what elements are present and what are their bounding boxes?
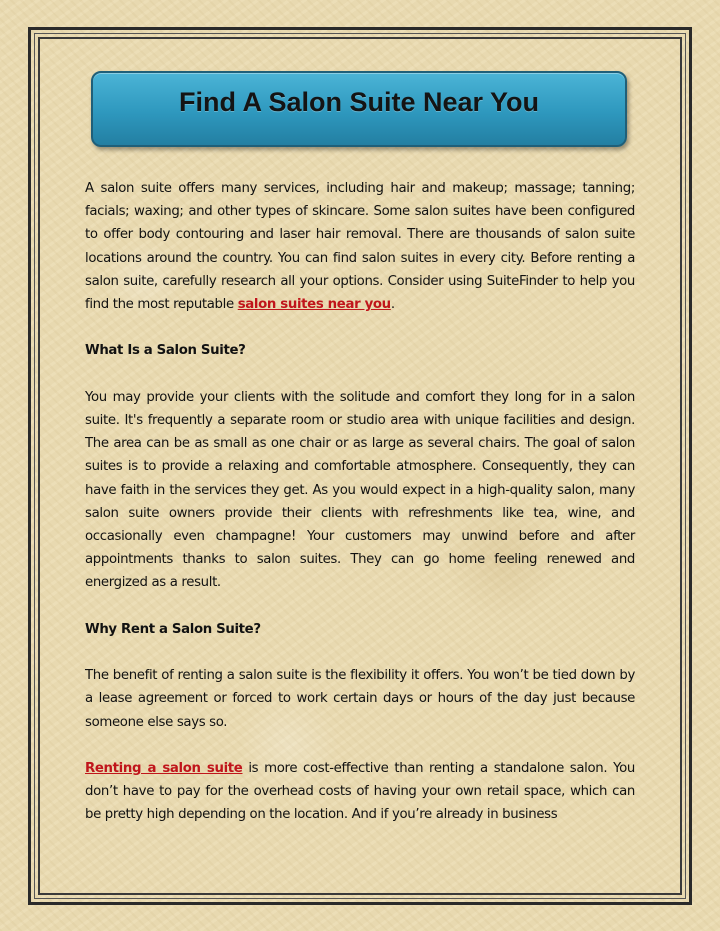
salon-suites-near-you-link[interactable]: salon suites near you [237,297,391,313]
why-rent-paragraph-2-text: is more cost-effective than renting a standalone salon. You don’t have to pay for the overhead costs of having your own retail space, which can be pretty high depending on the location. And if you’re already in business [85,761,635,823]
what-is-paragraph: You may provide your clients with the solitude and comfort they long for in a salon suite. It's frequently a separate room or studio area with unique facilities and design. The area can be as small as one chair or as large as several chairs. The goal of salon suites is to provide a relaxing and comfortable atmosphere. Consequently, they can have faith in the services they get. As you would expect in a high-quality salon, many salon suite owners provide their clients with refreshments like tea, wine, and occasionally even champagne! Your customers may unwind before and after appointments thanks to salon suites. They can go home feeling renewed and energized as a result. [85,389,635,591]
section-heading-what-is: What Is a Salon Suite? [85,343,246,359]
document-body [85,177,635,827]
renting-a-salon-suite-link[interactable]: Renting a salon suite [85,761,243,776]
section-heading-why-rent: Why Rent a Salon Suite? [85,621,261,637]
intro-paragraph [85,177,635,316]
intro-text: A salon suite offers many services, including hair and makeup; massage; tanning; facials; waxing; and other types of skincare. Some salon suites have been configured to offer body contouring and laser hair removal. There are thousands of salon suite locations around the country. You can find salon suites in every city. Before renting a salon suite, carefully research all your options. Consider using SuiteFinder to help you find the most reputable [85,181,635,313]
why-rent-paragraph-2 [85,757,635,827]
title-banner [91,71,627,147]
page-title: Find A Salon Suite Near You [178,87,540,117]
why-rent-paragraph-1: The benefit of renting a salon suite is the flexibility it offers. You won’t be tied down by a lease agreement or forced to work certain days or hours of the day just because someone else says so. [85,668,635,730]
intro-text-end: . [390,297,395,313]
